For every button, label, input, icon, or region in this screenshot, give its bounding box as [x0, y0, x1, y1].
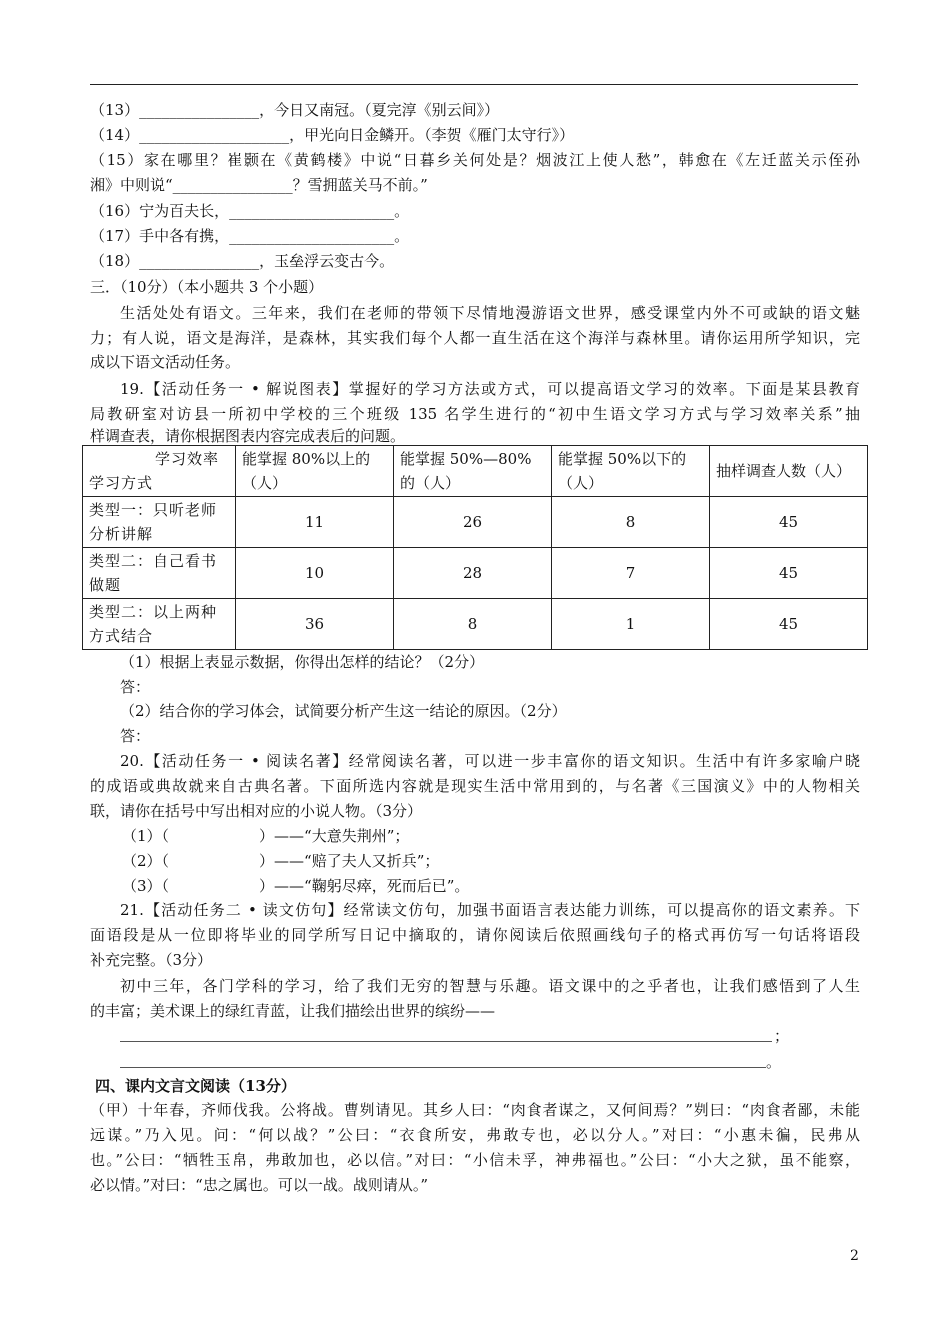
answer-blank-line-2[interactable]	[120, 1067, 766, 1068]
question-21-line1: 21.【活动任务二 • 读文仿句】经常读文仿句，加强书面语言表达能力训练，可以提高你的语文素养。下	[120, 901, 860, 919]
column-header: 能掌握 50%—80%的（人）	[394, 446, 552, 497]
question-20-item2: （2）（ ）——“赔了夫人又折兵”；	[122, 852, 440, 870]
question-20-line1: 20.【活动任务一 • 阅读名著】经常阅读名著，可以进一步丰富你的语文知识。生活中有许多家喻户晓	[120, 752, 860, 770]
row-type: 类型二：以上两种方式结合	[83, 599, 236, 650]
table-cell: 10	[236, 548, 394, 599]
table-cell: 8	[552, 497, 710, 548]
table-cell: 28	[394, 548, 552, 599]
intro-line3: 成以下语文活动任务。	[90, 353, 241, 371]
question-15-line2: 湘》中则说“________________？雪拥蓝关马不前。”	[90, 176, 428, 194]
answer-blank-line-1[interactable]	[120, 1041, 772, 1042]
blank-2-punct: 。	[766, 1053, 782, 1071]
question-17: （17）手中各有携，______________________。	[90, 227, 410, 245]
question-19-line1: 19.【活动任务一 • 解说图表】掌握好的学习方法或方式，可以提高语文学习的效率。下面是某县教育	[120, 380, 860, 398]
header-rule	[90, 84, 858, 85]
question-14: （14）____________________，甲光向日金鳞开。（李贺《雁门太守行》）	[90, 126, 575, 144]
table-cell: 7	[552, 548, 710, 599]
intro-line2: 力；有人说，语文是海洋，是森林，其实我们每个人都一直生活在这个海洋与森林里。请你运用所学知识，完	[90, 329, 860, 347]
classical-text-line2: 远谋。”乃入见。问：“何以战？”公曰：“衣食所安，弗敢专也，必以分人。”对曰：“小惠未徧，民弗从	[90, 1126, 860, 1144]
table-cell: 1	[552, 599, 710, 650]
page-number: 2	[850, 1248, 859, 1264]
classical-text-line3: 也。”公曰：“牺牲玉帛，弗敢加也，必以信。”对曰：“小信未孚，神弗福也。”公曰：“小大之狱，虽不能察，	[90, 1151, 860, 1169]
row-type: 类型二：自己看书做题	[83, 548, 236, 599]
question-18: （18）________________，玉垒浮云变古今。	[90, 252, 395, 270]
table-header-row	[83, 446, 868, 497]
table-cell: 45	[710, 599, 868, 650]
table-row	[83, 497, 868, 548]
table-cell: 8	[394, 599, 552, 650]
classical-text-line1: （甲）十年春，齐师伐我。公将战。曹刿请见。其乡人曰：“肉食者谋之，又何间焉？”刿曰：“肉食者鄙，未能	[90, 1101, 860, 1119]
table-cell: 26	[394, 497, 552, 548]
corner-bottom-label: 学习方式	[89, 474, 154, 492]
row-type: 类型一：只听老师分析讲解	[83, 497, 236, 548]
blank-1-punct: ；	[774, 1027, 790, 1045]
table-corner-cell	[83, 446, 236, 497]
column-header: 抽样调查人数（人）	[710, 446, 868, 497]
question-20-item3: （3）（ ）——“鞠躬尽瘁，死而后已”。	[122, 877, 470, 895]
question-21-passage-line1: 初中三年，各门学科的学习，给了我们无穷的智慧与乐趣。语文课中的之乎者也，让我们感悟到了人生	[120, 977, 860, 995]
answer-label-1: 答：	[120, 678, 151, 696]
section-4-heading: 四、课内文言文阅读（13分）	[95, 1077, 296, 1095]
question-16: （16）宁为百夫长，______________________。	[90, 202, 410, 220]
corner-top-label: 学习效率	[154, 450, 219, 468]
question-20-line2: 的成语或典故就来自古典名著。下面所选内容就是现实生活中常用到的，与名著《三国演义》中的人物相关	[90, 777, 860, 795]
table-cell: 45	[710, 548, 868, 599]
question-15-line1: （15）家在哪里？崔颢在《黄鹤楼》中说“日暮乡关何处是？烟波江上使人愁”，韩愈在《左迁蓝关示侄孙	[90, 151, 860, 169]
table-row	[83, 548, 868, 599]
column-header: 能掌握 50%以下的（人）	[552, 446, 710, 497]
question-19-1: （1）根据上表显示数据，你得出怎样的结论？（2分）	[120, 653, 485, 671]
question-21-line2: 面语段是从一位即将毕业的同学所写日记中摘取的，请你阅读后依照画线句子的格式再仿写一句话将语段	[90, 926, 860, 944]
question-21-passage-line2: 的丰富；美术课上的绿红青蓝，让我们描绘出世界的缤纷——	[90, 1002, 496, 1020]
table-cell: 36	[236, 599, 394, 650]
section-3-heading: 三．（10分）（本小题共 3 个小题）	[90, 278, 324, 296]
survey-table	[82, 445, 868, 650]
question-13: （13）________________，今日又南冠。（夏完淳《别云间》）	[90, 101, 500, 119]
classical-text-line4: 必以情。”对曰：“忠之属也。可以一战。战则请从。”	[90, 1176, 429, 1194]
question-20-line3: 联，请你在括号中写出相对应的小说人物。（3分）	[90, 802, 423, 820]
column-header: 能掌握 80%以上的（人）	[236, 446, 394, 497]
question-21-line3: 补充完整。（3分）	[90, 951, 213, 969]
question-19-line3: 样调查表，请你根据图表内容完成表后的问题。	[90, 427, 406, 445]
table-row	[83, 599, 868, 650]
question-19-line2: 局教研室对访县一所初中学校的三个班级 135 名学生进行的“初中生语文学习方式与学习效率关系”抽	[90, 405, 860, 423]
question-19-2: （2）结合你的学习体会，试简要分析产生这一结论的原因。（2分）	[120, 702, 567, 720]
answer-label-2: 答：	[120, 727, 151, 745]
table-cell: 11	[236, 497, 394, 548]
intro-line1: 生活处处有语文。三年来，我们在老师的带领下尽情地漫游语文世界，感受课堂内外不可或缺的语文魅	[120, 304, 860, 322]
table-cell: 45	[710, 497, 868, 548]
question-20-item1: （1）（ ）——“大意失荆州”；	[122, 827, 410, 845]
